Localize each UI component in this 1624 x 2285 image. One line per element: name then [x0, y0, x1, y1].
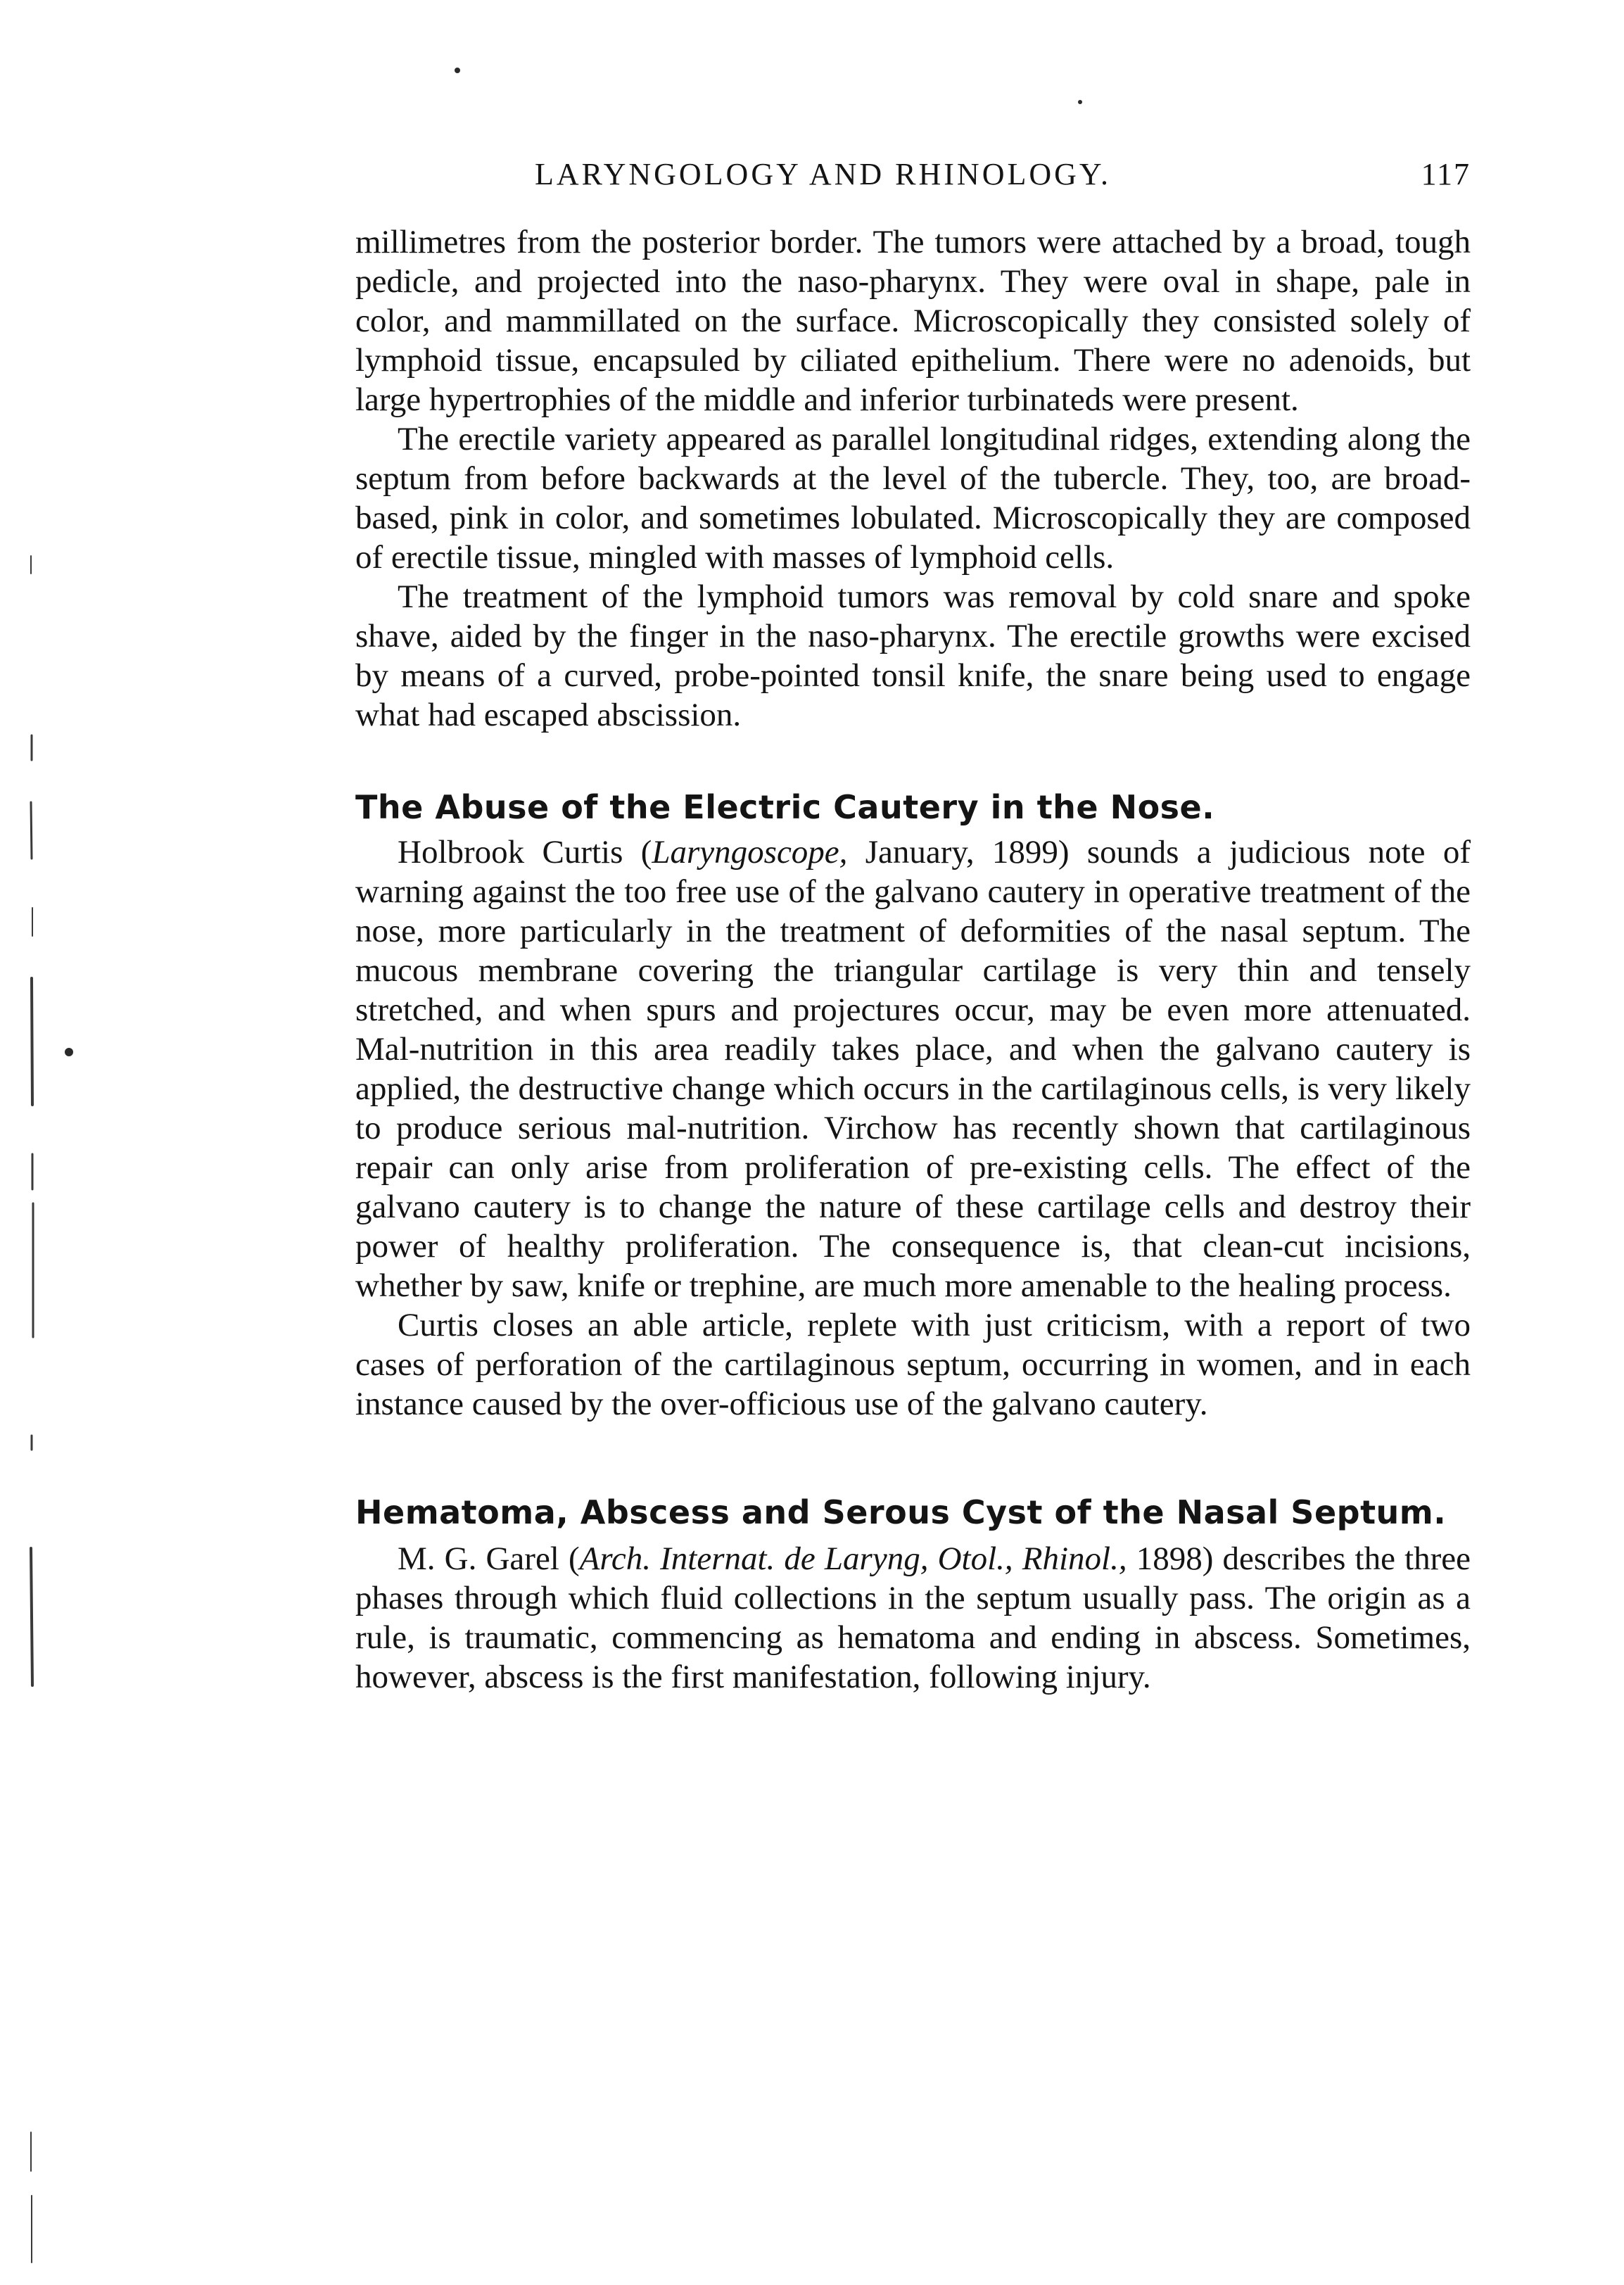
paragraph-treatment: The treatment of the lymphoid tumors was removal by cold snare and spoke shave, aided by the finger in the naso-pharynx. The erectile growths were excised by means of a curved, probe-pointed tonsil knife, the snare being used to engage what had escaped abscission. [355, 578, 1471, 733]
paragraph-curtis-closes: Curtis closes an able article, replete with just criticism, with a report of two cases of perforation of the cartilaginous septum, occurring in women, and in each instance caused by the over-officious use of the galvano cautery. [355, 1307, 1471, 1422]
section-heading-electric-cautery: The Abuse of the Electric Cautery in the Nose. [355, 788, 1215, 826]
paragraph-continued: millimetres from the posterior border. The tumors were attached by a broad, tough pedicle, and projected into the naso-pharynx. They were oval in shape, pale in color, and mammillated on the surface. Microscopically they consisted solely of lymphoid tissue, encapsuled by ciliated epithelium. There were no adenoids, but large hypertrophies of the middle and inferior turbinateds were present. [355, 224, 1471, 418]
body-text [355, 222, 1471, 1697]
paragraph-erectile-variety: The erectile variety appeared as parallel longitudinal ridges, extending along the septum from before backwards at the level of the tubercle. They, too, are broad-based, pink in color, and sometimes lobulated. Microscopically they are composed of erectile tissue, mingled with masses of lymphoid cells. [355, 421, 1471, 576]
source-citation: Laryngoscope, [652, 834, 848, 871]
text-run: 1898) describes the three phases through which fluid collections in the septum usually pass. The origin as a rule, is traumatic, commencing as hematoma and ending in abscess. Sometimes, however, abscess is the first manifestation, following injury. [355, 1540, 1471, 1695]
source-citation: Arch. Internat. de Laryng, Otol., Rhinol., [579, 1540, 1127, 1577]
text-run: Holbrook Curtis ( [398, 834, 652, 871]
running-head-title: LARYNGOLOGY AND RHINOLOGY. [535, 157, 1111, 191]
paragraph-garel [355, 1539, 1471, 1697]
paragraph-curtis-warning [355, 833, 1471, 1305]
section-heading-hematoma: Hematoma, Abscess and Serous Cyst of the Nasal Septum. [355, 1493, 1447, 1531]
page-number: 117 [1421, 157, 1471, 191]
running-head [535, 153, 1471, 196]
text-run: January, 1899) sounds a judicious note of warning against the too free use of the galvano cautery in operative treatment of the nose, more particularly in the treatment of deformities of the nasal septum. The mucous membrane covering the triangular cartilage is very thin and tensely stretched, and when spurs and projectures occur, may be even more attenuated. Mal-nutrition in this area readily takes place, and when the galvano cautery is applied, the destructive change which occurs in the cartilaginous cells, is very likely to produce serious mal-nutrition. Virchow has recently shown that cartilaginous repair can only arise from proliferation of pre-existing cells. The effect of the galvano cautery is to change the nature of these cartilage cells and destroy their power of healthy proliferation. The consequence is, that clean-cut incisions, whether by saw, knife or trephine, are much more amenable to the healing process. [355, 834, 1471, 1304]
text-run: M. G. Garel ( [398, 1540, 580, 1577]
